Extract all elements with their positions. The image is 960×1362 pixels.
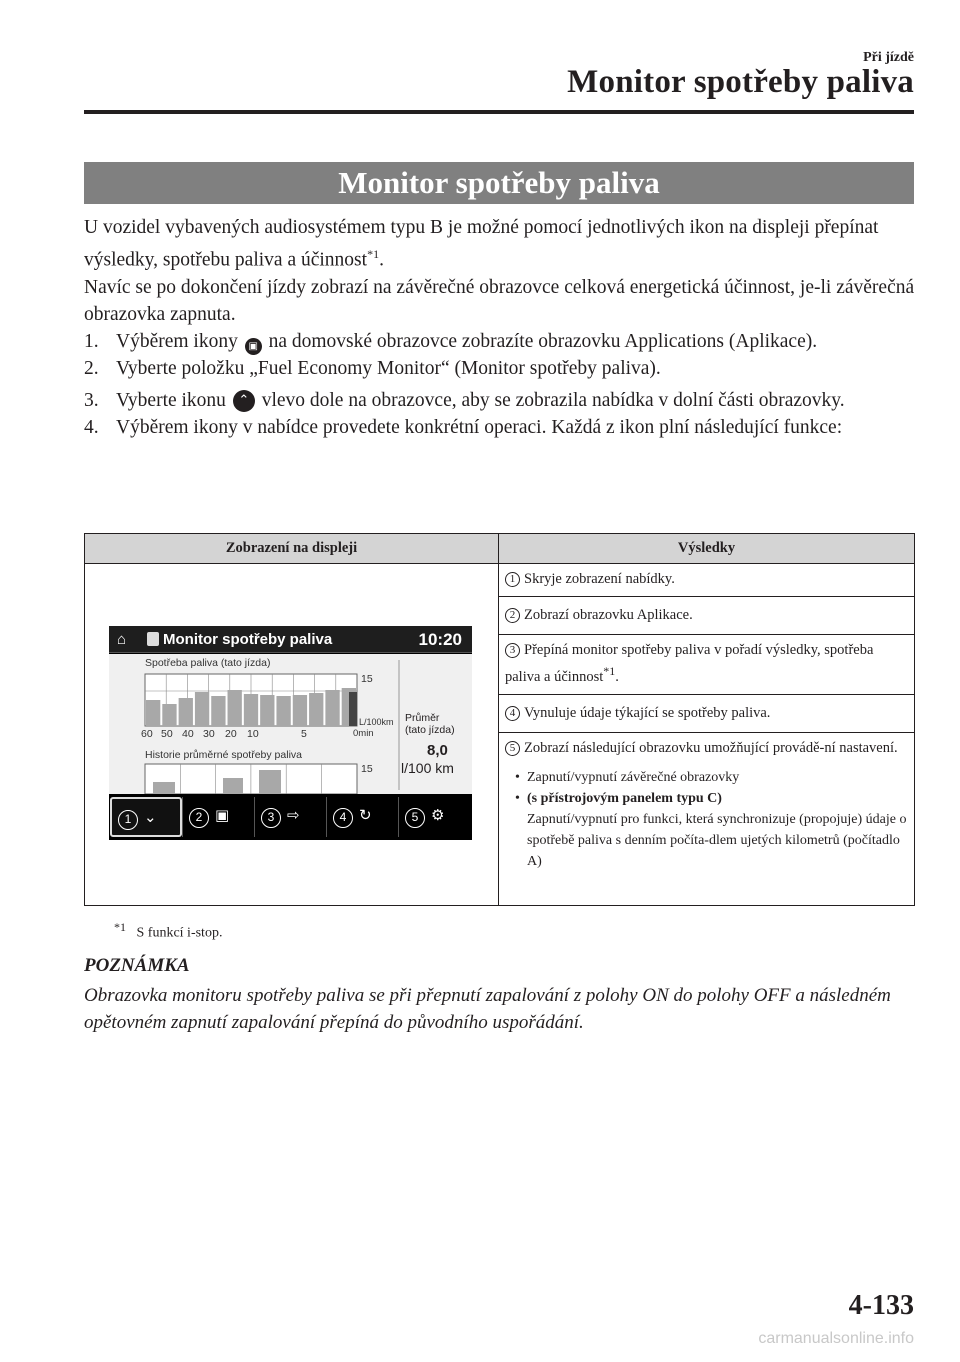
screen-title: Monitor spotřeby paliva [163,631,333,648]
chart1-bar [293,695,307,726]
chart1-bar [260,695,274,726]
average-unit: l/100 km [401,760,454,776]
average-label: Průměr (tato jízda) [405,712,455,736]
chart1-unit: L/100km [359,717,394,727]
settings-button[interactable]: 5 ⚙ [398,797,470,837]
result-row-3: 3 Přepíná monitor spotřeby paliva v pořadí výsledky, spotřeba paliva a účinnost$^{*1}$. [499,635,914,695]
reset-icon: ↻ [359,806,372,824]
chart1-bar [244,694,258,726]
chart1-bar [179,698,193,726]
note-text: Obrazovka monitoru spotřeby paliva se při přepnutí zapalování z polohy ON do polohy OFF a následném opětovném zapnutí zapalování přepíná do původního uspořádání. [84,985,891,1033]
note-title: POZNÁMKA [84,955,190,976]
chart2-bar [259,770,281,794]
chart2-label: Historie průměrné spotřeby paliva [145,749,302,761]
chart1-bar [309,693,323,726]
chart1-tick-40: 40 [182,728,194,740]
table-header-results: Výsledky [499,534,915,564]
settings-gear-icon: ⚙ [431,806,445,824]
chart1-tick-30: 30 [203,728,215,740]
screen-title-bar [109,626,472,653]
chart1-xzero: 0min [353,728,374,739]
intro-paragraph-2: Navíc se po dokončení jízdy zobrazí na závěrečné obrazovce celková energetická účinnost, je-li závěrečná obrazovka zapnuta. [84,276,915,325]
intro-text [84,214,924,441]
settings-bullets: • Zapnutí/vypnutí závěrečné obrazovky • (s přístrojovým panelem typu C) Zapnutí/vypnutí pro funkci, která synchronizuje (propojuje) údaje o spotřebě paliva s denním počíta-dlem ujetých kilometrů (počítadlo A) [515,769,907,869]
chart2-bar [153,782,175,794]
results-cell [499,564,915,906]
chart1-ymax: 15 [361,673,373,685]
chart2-ymax: 15 [361,763,373,775]
applications-icon: ▣ [245,338,262,355]
fuel-monitor-screen [109,626,472,840]
chart1-bar [211,696,225,726]
page-number: 4-133 [848,1290,914,1321]
chart1-bar [276,696,290,726]
chart1-bar [146,700,160,726]
hide-menu-button[interactable]: 1 ⌄ [110,797,182,837]
chapter-label: Při jízdě [863,50,914,65]
clock: 10:20 [418,630,462,649]
chart1-label: Spotřeba paliva (tato jízda) [145,657,271,669]
chart1-tick-60: 60 [141,728,153,740]
intro-paragraph-1: U vozidel vybavených audiosystémem typu B je možné pomocí jednotlivých ikon na displeji přepínat výsledky, spotřebu paliva a účinnost$^{*1}$. [84,217,879,271]
switch-screen-button[interactable]: 3 ⇨ [254,797,326,837]
page-header-title: Monitor spotřeby paliva [567,64,914,100]
table-header-display: Zobrazení na displeji [85,534,499,564]
chevron-up-icon: ⌃ [233,390,255,412]
chart2-bar [223,778,243,794]
chart1-tick-50: 50 [161,728,173,740]
chart1-current-bar [349,692,357,726]
applications-icon: ▣ [215,806,230,824]
chart1-bar [162,704,176,726]
average-value: 8,0 [427,742,448,759]
result-row-4: 4 Vynuluje údaje týkající se spotřeby paliva. [499,695,914,733]
switch-screen-icon: ⇨ [287,806,300,824]
step-4: 4. Výběrem ikony v nabídce provedete konkrétní operaci. Každá z ikon plní následující funkce: [84,416,843,438]
chart1-bar [325,690,339,726]
applications-icon [147,632,159,646]
screen-menu-bar [109,794,472,840]
step-3: 3. Vyberte ikonu ⌃ vlevo dole na obrazovce, aby se zobrazila nabídka v dolní části obrazovky. [84,389,845,411]
step-2: 2. Vyberte položku „Fuel Economy Monitor“ (Monitor spotřeby paliva). [84,357,661,379]
result-row-5: 5 Zobrazí následující obrazovku umožňující provádě-ní nastavení. • Zapnutí/vypnutí závěrečné obrazovky • (s přístrojovým panelem typu C) Zapnutí/vypnutí pro funkci, která synchronizuje (propojuje) údaje o spotřebě paliva s denním počíta-dlem ujetých kilometrů (počítadlo A) [499,733,914,878]
section-title: Monitor spotřeby paliva [84,162,914,204]
result-row-1: 1 Skryje zobrazení nabídky. [499,564,914,597]
header-divider [84,110,914,114]
chart1-tick-10: 10 [247,728,259,740]
footnote: $^{*1}$ S funkcí i-stop. [114,920,223,941]
step-1: 1. Výběrem ikony ▣ na domovské obrazovce zobrazíte obrazovku Applications (Aplikace). [84,328,924,355]
applications-button[interactable]: 2 ▣ [182,797,254,837]
chart1-tick-20: 20 [225,728,237,740]
result-row-2: 2 Zobrazí obrazovku Aplikace. [499,597,914,635]
chart1-bar [228,690,242,726]
home-icon[interactable]: ⌂ [117,631,127,648]
fuel-charts-area [109,654,472,794]
chart1-bar [195,692,209,726]
chart1-tick-5: 5 [301,728,307,740]
watermark: carmanualsonline.info [758,1330,914,1347]
reset-button[interactable]: 4 ↻ [326,797,398,837]
chevron-down-icon: ⌄ [144,808,157,826]
